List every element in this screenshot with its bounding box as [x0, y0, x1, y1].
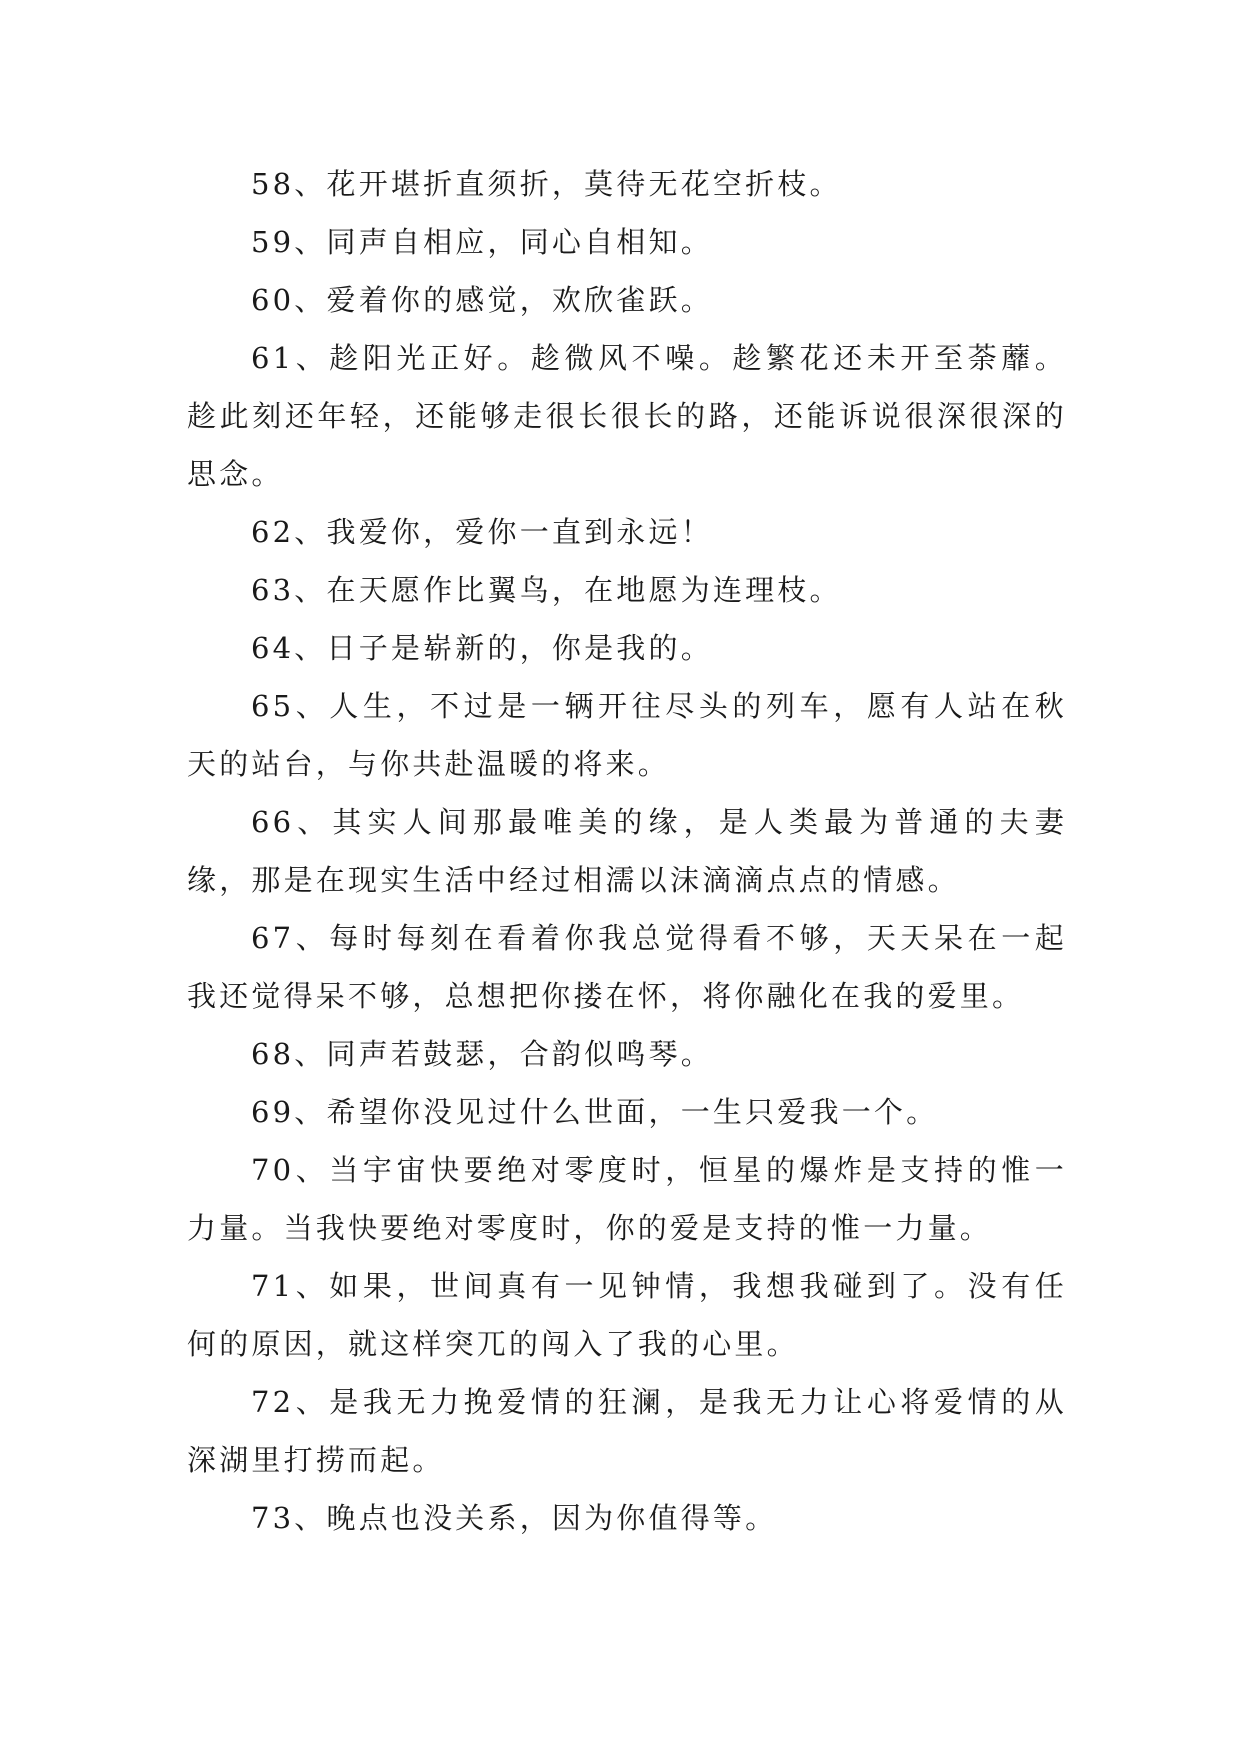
paragraph-68: 68、同声若鼓瑟，合韵似鸣琴。: [251, 1037, 713, 1071]
paragraph-64: 64、日子是崭新的，你是我的。: [251, 631, 713, 665]
paragraph-60: 60、爱着你的感觉，欢欣雀跃。: [251, 283, 713, 317]
paragraph-70: 70、当宇宙快要绝对零度时，恒星的爆炸是支持的惟一力量。当我快要绝对零度时，你的爱是支持的惟一力量。: [187, 1153, 1067, 1245]
paragraph-63: 63、在天愿作比翼鸟，在地愿为连理枝。: [251, 573, 842, 607]
paragraph-69: 69、希望你没见过什么世面，一生只爱我一个。: [251, 1095, 939, 1129]
paragraph-73: 73、晚点也没关系，因为你值得等。: [251, 1501, 778, 1535]
paragraph-72: 72、是我无力挽爱情的狂澜，是我无力让心将爱情的从深湖里打捞而起。: [187, 1385, 1067, 1477]
paragraph-65: 65、人生，不过是一辆开往尽头的列车，愿有人站在秋天的站台，与你共赴温暖的将来。: [187, 689, 1067, 781]
paragraph-62: 62、我爱你，爱你一直到永远！: [251, 515, 713, 549]
paragraph-67: 67、每时每刻在看着你我总觉得看不够，天天呆在一起我还觉得呆不够，总想把你搂在怀，将你融化在我的爱里。: [187, 921, 1067, 1013]
paragraph-66: 66、其实人间那最唯美的缘，是人类最为普通的夫妻缘，那是在现实生活中经过相濡以沫滴滴点点的情感。: [187, 805, 1067, 897]
paragraph-58: 58、花开堪折直须折，莫待无花空折枝。: [251, 167, 842, 201]
paragraph-71: 71、如果，世间真有一见钟情，我想我碰到了。没有任何的原因，就这样突兀的闯入了我的心里。: [187, 1269, 1067, 1361]
document-body: [187, 155, 1067, 1547]
paragraph-59: 59、同声自相应，同心自相知。: [251, 225, 713, 259]
paragraph-61: 61、趁阳光正好。趁微风不噪。趁繁花还未开至荼蘼。趁此刻还年轻，还能够走很长很长的路，还能诉说很深很深的思念。: [187, 341, 1067, 491]
